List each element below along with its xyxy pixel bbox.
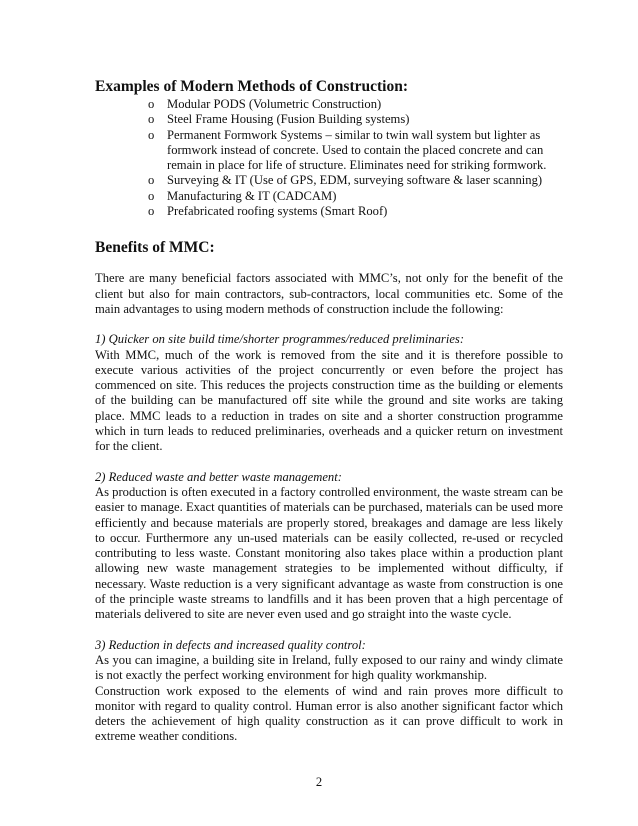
bullet-icon: o — [148, 173, 155, 188]
list-item-text: Permanent Formwork Systems – similar to twin wall system but lighter as formwork instead of concrete. Used to contain the placed concrete and can remain in place for life of structure. Eliminates need for striking formwork. — [167, 127, 547, 173]
list-item-text: Manufacturing & IT (CADCAM) — [167, 188, 337, 203]
bullet-icon: o — [148, 97, 155, 111]
benefit-paragraph: Construction work exposed to the elements of wind and rain proves more difficult to monitor with regard to quality control. Human error is also another significant factor which deters the achievement of high quality construction as it can prove difficult to work in extreme weather conditions. — [95, 683, 563, 744]
list-item — [148, 189, 563, 204]
list-item-text: Surveying & IT (Use of GPS, EDM, surveying software & laser scanning) — [167, 173, 543, 188]
benefit-paragraph: As you can imagine, a building site in Ireland, fully exposed to our rainy and windy climate is not exactly the perfect working environment for high quality workmanship. — [95, 652, 563, 683]
benefit-section-2 — [95, 470, 563, 623]
benefit-title: 1) Quicker on site build time/shorter programmes/reduced preliminaries: — [95, 332, 465, 347]
benefit-title: 2) Reduced waste and better waste management: — [95, 469, 342, 484]
benefit-paragraph: As production is often executed in a factory controlled environment, the waste stream can be easier to manage. Exact quantities of materials can be purchased, materials can be used more efficiently and because materials are properly stored, breakages and damage are less likely to occur. Furthermore any un-used materials can be easily collected, re-used or recycled contributing to less waste. Constant monitoring also takes place within a production plant allowing new waste management strategies to be implemented without difficulty, if necessary. Waste reduction is a very significant advantage as waste from construction is one of the principle waste streams to landfills and it has been proven that a high percentage of materials delivered to site are never even used and go straight into the waste cycle. — [95, 484, 563, 622]
list-item-text: Steel Frame Housing (Fusion Building systems) — [167, 112, 410, 127]
list-item — [148, 173, 563, 188]
bullet-icon: o — [148, 127, 155, 142]
page-content — [95, 77, 563, 760]
benefit-section-1 — [95, 332, 563, 454]
examples-list — [95, 97, 563, 219]
list-item — [148, 112, 563, 127]
benefit-paragraph: With MMC, much of the work is removed from the site and it is therefore possible to execute various activities of the project concurrently or even before the project has commenced on site. This reduces the projects construction time as the building or elements of the building can be manufactured off site while the ground and site works are taking place. MMC leads to a reduction in trades on site and a shorter construction programme which in turn leads to reduced preliminaries, overheads and a quicker return on investment for the client. — [95, 347, 563, 454]
benefits-heading: Benefits of MMC: — [95, 239, 215, 257]
list-item-text: Prefabricated roofing systems (Smart Roof) — [167, 204, 388, 219]
bullet-icon: o — [148, 112, 155, 127]
list-item — [148, 204, 563, 219]
list-item — [148, 97, 563, 112]
bullet-icon: o — [148, 188, 155, 203]
list-item — [148, 128, 563, 174]
examples-heading: Examples of Modern Methods of Construction: — [95, 78, 408, 95]
bullet-icon: o — [148, 204, 155, 219]
benefits-intro: There are many beneficial factors associated with MMC’s, not only for the benefit of the client but also for main contractors, sub-contractors, local communities etc. Some of the main advantages to using modern methods of construction include the following: — [95, 271, 563, 316]
page-number: 2 — [315, 775, 323, 789]
list-item-text: Modular PODS (Volumetric Construction) — [167, 97, 382, 111]
benefit-section-3 — [95, 638, 563, 745]
benefit-title: 3) Reduction in defects and increased quality control: — [95, 637, 366, 652]
